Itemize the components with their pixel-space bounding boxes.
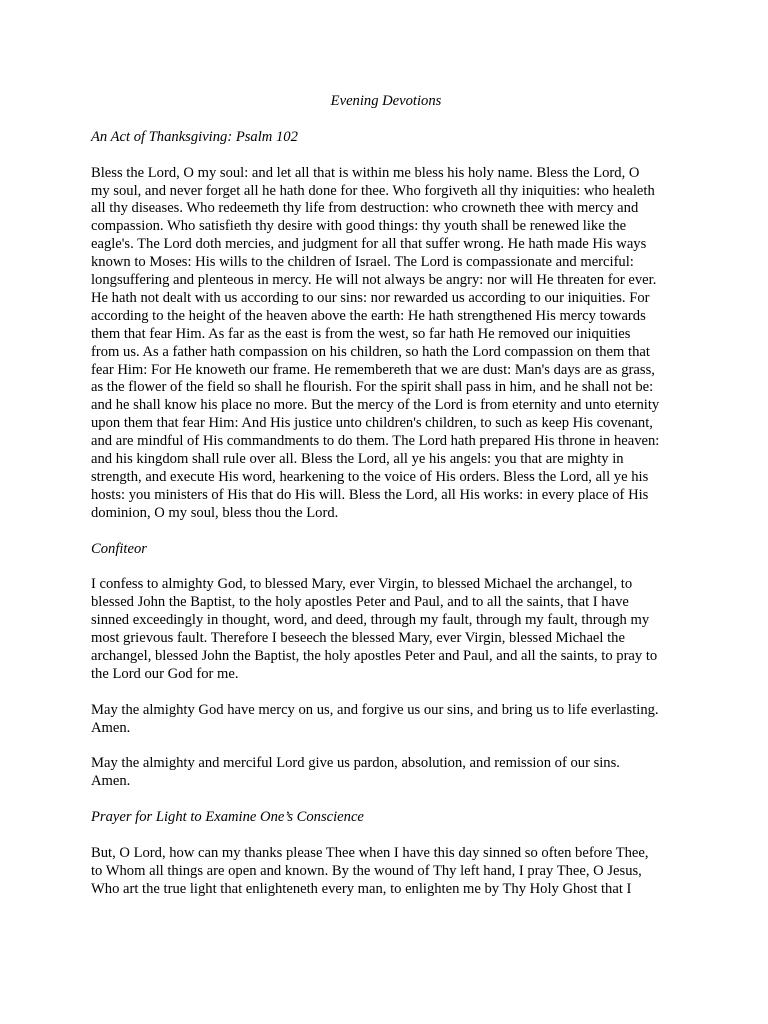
section-heading: An Act of Thanksgiving: Psalm 102 [91,128,298,145]
text-line: upon them that fear Him: And His justice unto children's children, to such as keep His covenant, [91,415,653,432]
section-heading: Confiteor [91,540,147,557]
text-line: May the almighty and merciful Lord give us pardon, absolution, and remission of our sins. [91,755,620,772]
text-line: May the almighty God have mercy on us, and forgive us our sins, and bring us to life everlasting. [91,701,659,718]
text-line: according to the height of the heaven above the earth: He hath strengthened His mercy towards [91,307,646,324]
text-line: But, O Lord, how can my thanks please Thee when I have this day sinned so often before Thee, [91,844,649,861]
section-heading: Prayer for Light to Examine One’s Conscience [91,809,364,826]
text-line: and his kingdom shall rule over all. Bless the Lord, all ye his angels: you that are mighty in [91,451,624,468]
text-line: longsuffering and plenteous in mercy. He will not always be angry: nor will He threaten for ever. [91,272,657,289]
text-line: the Lord our God for me. [91,665,239,682]
paragraph [91,576,681,683]
document-page [91,93,681,917]
paragraph [91,845,681,899]
document-title: Evening Devotions [330,93,442,109]
text-line: sinned exceedingly in thought, word, and deed, through my fault, through my fault, through my [91,612,650,629]
text-line: strength, and execute His word, hearkening to the voice of His orders. Bless the Lord, all ye his [91,469,649,485]
paragraph [91,755,681,791]
text-line: compassion. Who satisfieth thy desire with good things: thy youth shall be renewed like the [91,218,627,235]
text-line: fear Him: For He knoweth our frame. He remembereth that we are dust: Man's days are as grass, [91,361,655,378]
text-line: and he shall know his place no more. But the mercy of the Lord is from eternity and unto eternity [91,397,660,414]
text-line: I confess to almighty God, to blessed Mary, ever Virgin, to blessed Michael the archangel, to [91,576,633,593]
text-line: dominion, O my soul, bless thou the Lord. [91,504,339,521]
text-line: all thy diseases. Who redeemeth thy life from destruction: who crowneth thee with mercy and [91,200,639,217]
text-line: and are mindful of His commandments to do them. The Lord hath prepared His throne in heaven: [91,433,660,450]
text-line: hosts: you ministers of His that do His will. Bless the Lord, all His works: in every place of His [91,486,649,503]
text-line: known to Moses: His wills to the children of Israel. The Lord is compassionate and merciful: [91,254,634,271]
text-line: my soul, and never forget all he hath done for thee. Who forgiveth all thy iniquities: who healeth [91,182,655,199]
text-line: blessed John the Baptist, to the holy apostles Peter and Paul, and to all the saints, that I have [91,594,629,611]
text-line: to Whom all things are open and known. By the wound of Thy left hand, I pray Thee, O Jesus, [91,862,642,879]
text-line: Amen. [91,719,131,736]
text-line: most grievous fault. Therefore I beseech the blessed Mary, ever Virgin, blessed Michael the [91,630,625,647]
paragraph [91,702,681,738]
text-line: Bless the Lord, O my soul: and let all that is within me bless his holy name. Bless the Lord, O [91,164,640,181]
text-line: Amen. [91,773,131,790]
text-line: from us. As a father hath compassion on his children, so hath the Lord compassion on them that [91,343,650,360]
document-body [91,129,681,899]
paragraph [91,165,681,523]
text-line: Who art the true light that enlighteneth every man, to enlighten me by Thy Holy Ghost that I [91,880,632,897]
text-line: as the flower of the field so shall he flourish. For the spirit shall pass in him, and he shall not be: [91,379,654,396]
text-line: eagle's. The Lord doth mercies, and judgment for all that suffer wrong. He hath made His ways [91,236,647,253]
text-line: He hath not dealt with us according to our sins: nor rewarded us according to our iniquities. For [91,289,650,306]
text-line: archangel, blessed John the Baptist, the holy apostles Peter and Paul, and all the saints, to pray to [91,648,658,665]
text-line: them that fear Him. As far as the east is from the west, so far hath He removed our iniquities [91,325,631,342]
